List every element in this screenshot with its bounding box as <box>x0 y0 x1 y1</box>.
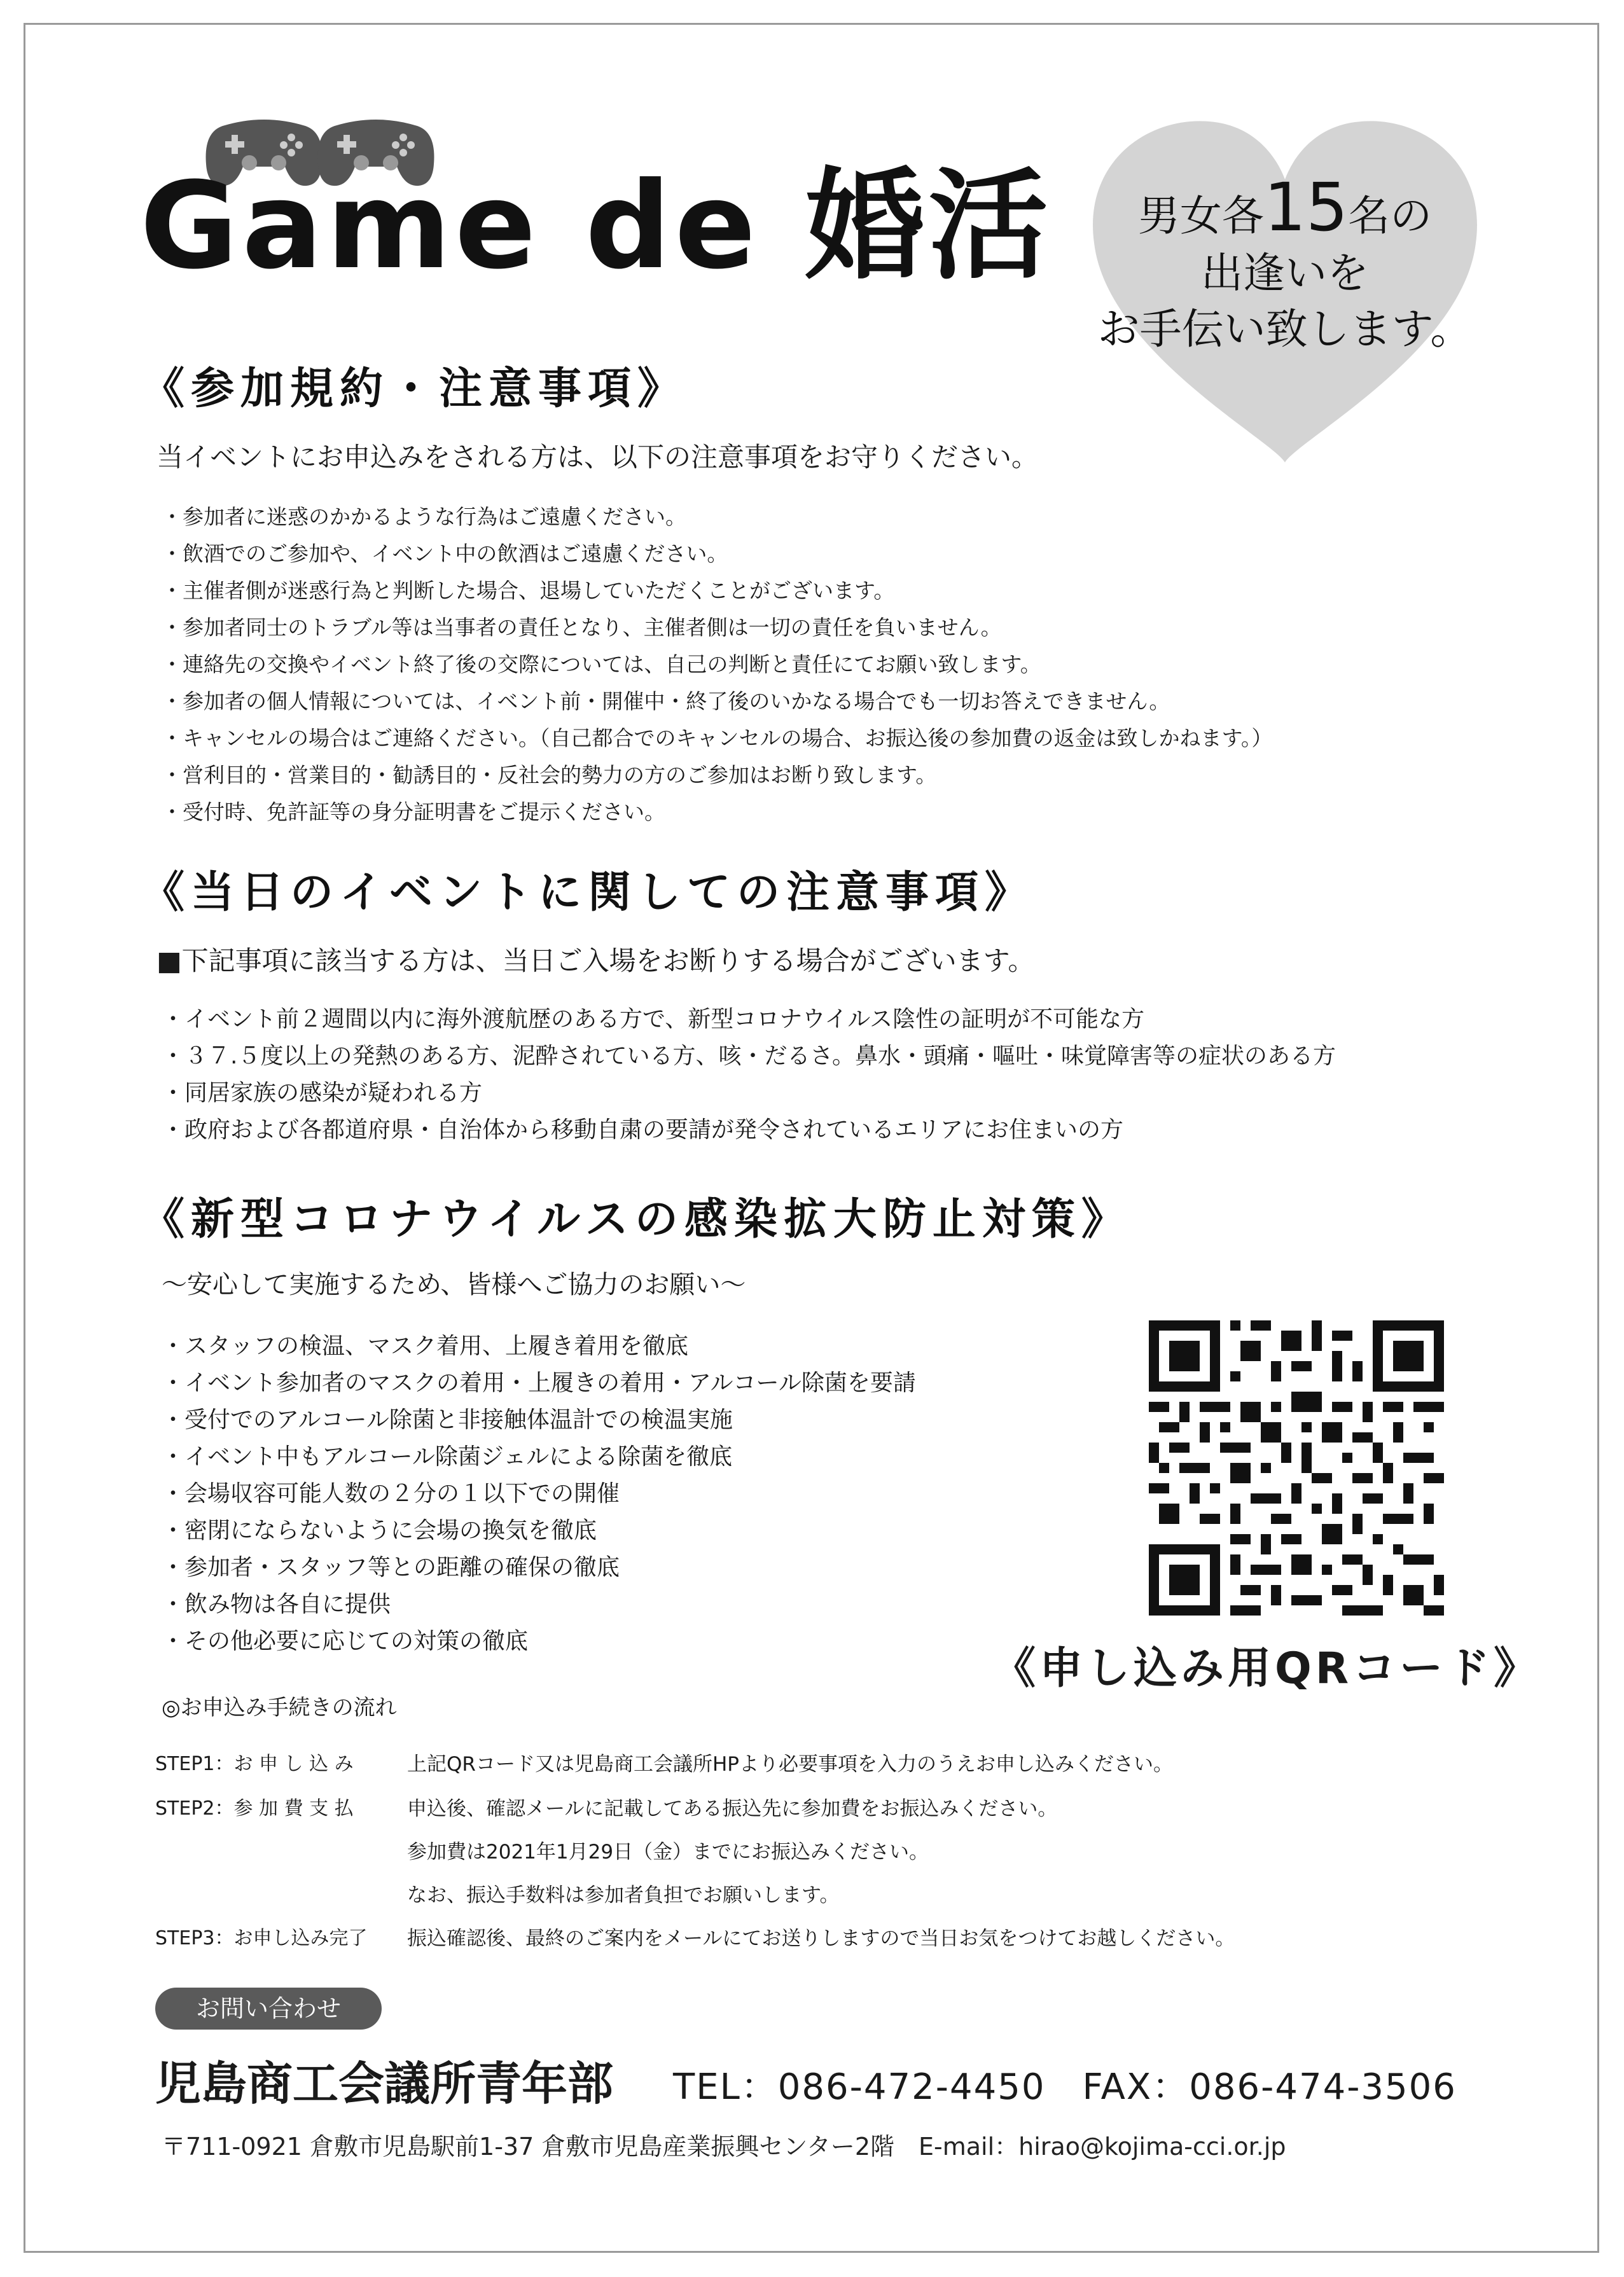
heart-line3: お手伝い致します。 <box>1097 305 1473 354</box>
list-item: ・３７.５度以上の発熱のある方、泥酔されている方、咳・だるさ。鼻水・頭痛・嘔吐・味覚障害等の症状のある方 <box>162 1043 1336 1069</box>
section2-list <box>162 1001 1336 1149</box>
list-item: ・参加者・スタッフ等との距離の確保の徹底 <box>162 1554 620 1581</box>
list-item: ・連絡先の交換やイベント終了後の交際については、自己の判断と責任にてお願い致します。 <box>162 652 1041 677</box>
list-item: ・参加者同士のトラブル等は当事者の責任となり、主催者側は一切の責任を負いません。 <box>162 615 1002 640</box>
section1-intro: 当イベントにお申込みをされる方は、以下の注意事項をお守りください。 <box>156 441 1039 473</box>
list-item: ・イベント参加者のマスクの着用・上履きの着用・アルコール除菌を要請 <box>162 1370 916 1396</box>
section2-heading: 《当日のイベントに関しての注意事項》 <box>141 868 1035 918</box>
list-item: ・キャンセルの場合はご連絡ください。（自己都合でのキャンセルの場合、お振込後の参加費の返金は致しかねます。） <box>162 726 1273 751</box>
list-item: ・その他必要に応じての対策の徹底 <box>162 1628 529 1654</box>
step2-text2: 参加費は2021年1月29日（金）までにお振込みください。 <box>407 1841 929 1864</box>
step1-label: STEP1：お 申 し 込 み <box>155 1753 354 1775</box>
list-item: ・参加者の個人情報については、イベント前・開催中・終了後のいかなる場合でも一切お答えできません。 <box>162 689 1170 714</box>
contact-pill: お問い合わせ <box>155 1988 382 2030</box>
list-item: ・受付でのアルコール除菌と非接触体温計での検温実施 <box>162 1407 733 1433</box>
qr-label: 《申し込み用QRコード》 <box>992 1644 1541 1694</box>
heart-line2: 出逢いを <box>1201 249 1369 298</box>
organization-name: 児島商工会議所青年部 <box>155 2057 614 2110</box>
step1-text: 上記QRコード又は児島商工会議所HPより必要事項を入力のうえお申し込みください。 <box>407 1753 1173 1776</box>
heart-line1-post: 名の <box>1348 191 1433 240</box>
list-item: ・参加者に迷惑のかかるような行為はご遠慮ください。 <box>162 504 686 529</box>
title-kanji: 婚活 <box>805 156 1052 296</box>
list-item: ・飲み物は各自に提供 <box>162 1591 391 1617</box>
list-item: ・イベント前２週間以内に海外渡航歴のある方で、新型コロナウイルス陰性の証明が不可能な方 <box>162 1006 1145 1032</box>
qr-code-icon[interactable] <box>1149 1320 1444 1616</box>
list-item: ・スタッフの検温、マスク着用、上履き着用を徹底 <box>162 1333 689 1359</box>
list-item: ・営利目的・営業目的・勧誘目的・反社会的勢力の方のご参加はお断り致します。 <box>162 763 937 787</box>
step3-text: 振込確認後、最終のご案内をメールにてお送りしますので当日お気をつけてお越しください。 <box>407 1927 1235 1950</box>
section1-heading: 《参加規約・注意事項》 <box>141 364 688 414</box>
heart-line1-number: 15 <box>1263 169 1349 246</box>
step2-label: STEP2：参 加 費 支 払 <box>155 1797 354 1820</box>
list-item: ・飲酒でのご参加や、イベント中の飲酒はご遠慮ください。 <box>162 541 728 566</box>
step3-label: STEP3：お申し込み完了 <box>155 1927 368 1949</box>
steps-heading: ◎お申込み手続きの流れ <box>162 1695 397 1720</box>
section3-list <box>162 1328 916 1660</box>
list-item: ・政府および各都道府県・自治体から移動自粛の要請が発令されているエリアにお住まいの方 <box>162 1117 1124 1143</box>
section1-list <box>162 499 1272 831</box>
list-item: ・同居家族の感染が疑われる方 <box>162 1080 483 1106</box>
title-latin: Game de <box>140 156 805 296</box>
list-item: ・受付時、免許証等の身分証明書をご提示ください。 <box>162 799 665 824</box>
heart-line1-pre: 男女各 <box>1137 191 1264 240</box>
section3-subheading: ～安心して実施するため、皆様へご協力のお願い～ <box>162 1270 746 1299</box>
list-item: ・会場収容可能人数の２分の１以下での開催 <box>162 1481 620 1507</box>
step2-text1: 申込後、確認メールに記載してある振込先に参加費をお振込みください。 <box>407 1797 1058 1820</box>
list-item: ・主催者側が迷惑行為と判断した場合、退場していただくことがございます。 <box>162 578 895 603</box>
phone-fax: TEL：086-472-4450 FAX：086-474-3506 <box>673 2066 1457 2108</box>
address-email: 〒711-0921 倉敷市児島駅前1-37 倉敷市児島産業振興センター2階 E-mail：hirao@kojima-cci.or.jp <box>162 2133 1286 2161</box>
section2-intro: ■下記事項に該当する方は、当日ご入場をお断りする場合がございます。 <box>156 945 1035 976</box>
section3-heading: 《新型コロナウイルスの感染拡大防止対策》 <box>141 1194 1131 1245</box>
heart-message <box>1081 169 1489 357</box>
list-item: ・イベント中もアルコール除菌ジェルによる除菌を徹底 <box>162 1444 733 1470</box>
list-item: ・密閉にならないように会場の換気を徹底 <box>162 1518 597 1544</box>
step2-text3: なお、振込手数料は参加者負担でお願いします。 <box>407 1884 840 1907</box>
event-title <box>140 156 1052 296</box>
